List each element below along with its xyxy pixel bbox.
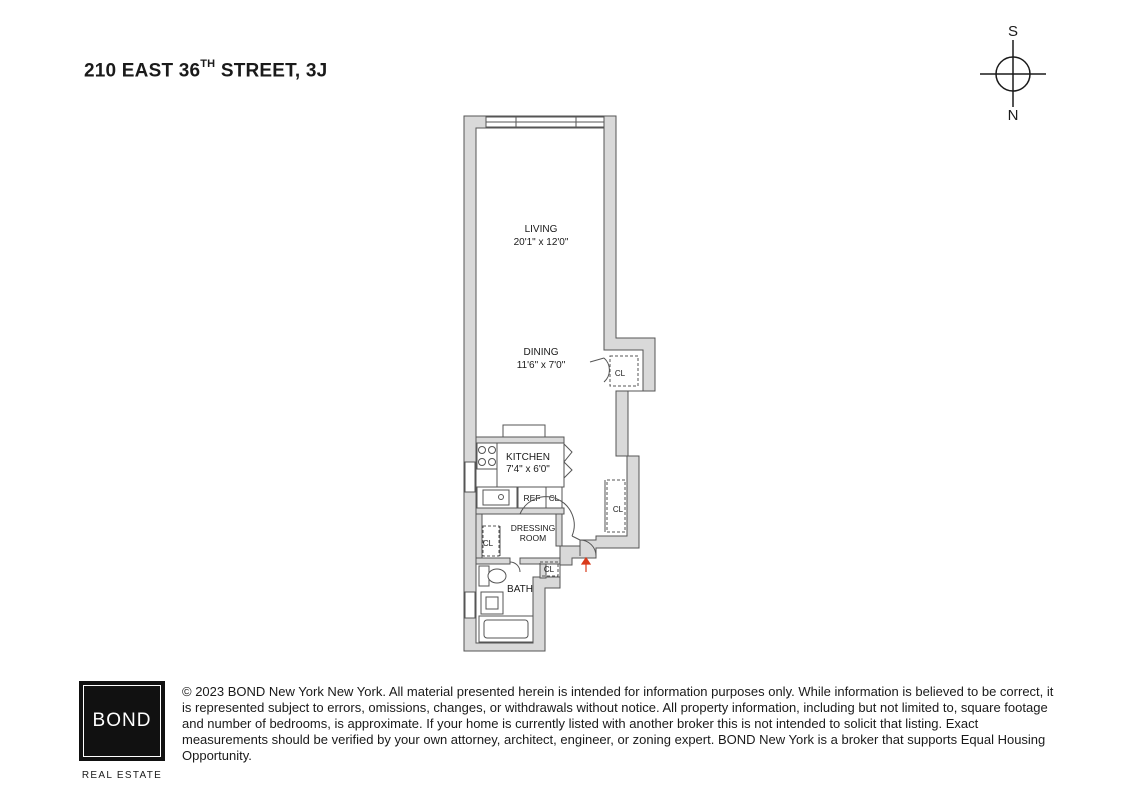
- address-ordinal: TH: [200, 58, 216, 70]
- living-room-label: LIVING: [524, 224, 558, 235]
- dining-room-label: DINING: [523, 347, 559, 358]
- kitchen-door-icon: [564, 444, 572, 478]
- bond-logo: [79, 681, 165, 761]
- bond-logo-text: BOND: [83, 685, 161, 757]
- ref-label: REF: [523, 493, 541, 503]
- range-icon: [477, 443, 497, 469]
- bathtub-icon: [479, 616, 533, 642]
- closet-label-dressing: CL: [482, 539, 494, 548]
- living-room-dims: 20'1" x 12'0": [513, 237, 569, 248]
- kitchen-dims: 7'4" x 6'0": [506, 464, 550, 475]
- address-prefix: 210 EAST 36: [84, 60, 201, 82]
- bath-label: BATH: [507, 584, 533, 595]
- entry-arrow-icon: [582, 558, 590, 572]
- window: [486, 117, 604, 127]
- closet-label-hall: CL: [612, 505, 624, 514]
- dining-room-dims: 11'6" x 7'0": [516, 360, 566, 371]
- toilet-icon: [479, 566, 506, 586]
- compass-top-label: S: [1007, 23, 1019, 40]
- compass-bottom-label: N: [1007, 107, 1019, 124]
- bond-logo-subtitle: REAL ESTATE: [81, 770, 163, 781]
- dressing-room-label-line1: DRESSING: [510, 523, 556, 533]
- closet-label-kitchen: CL: [548, 494, 560, 503]
- closet-label-dining: CL: [614, 369, 626, 378]
- address-suffix: STREET, 3J: [215, 60, 328, 82]
- closet-label-entry: CL: [543, 565, 555, 574]
- kitchen-label: KITCHEN: [506, 452, 550, 463]
- bath-sink-icon: [481, 592, 503, 614]
- disclaimer-text: © 2023 BOND New York New York. All material presented herein is intended for information purposes only. While information is believed to be correct, it is represented subject to errors, omissions, changes, or withdrawals without notice. All property information, including but not limited to, square footage and number of bedrooms, is approximate. If your home is currently listed with another broker this is not intended to solicit that listing. Exact measurements should be verified by your own attorney, architect, engineer, or zoning expert. BOND New York is a broker that supports Equal Housing Opportunity.: [182, 684, 1054, 763]
- sink-icon: [477, 487, 517, 508]
- dressing-room-label-line2: ROOM: [519, 533, 547, 543]
- compass-icon: [980, 40, 1046, 107]
